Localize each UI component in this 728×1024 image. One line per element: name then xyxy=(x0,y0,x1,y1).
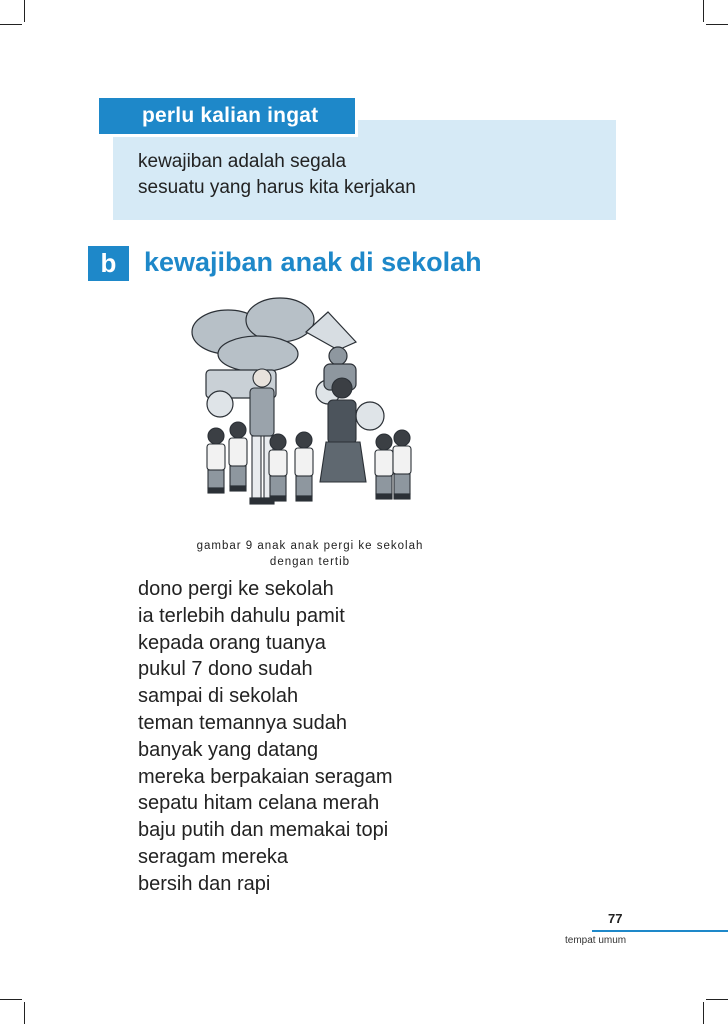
figure-caption xyxy=(160,538,460,570)
crop-mark-bottom-left-horizontal xyxy=(0,999,22,1000)
crop-mark-bottom-right-vertical xyxy=(703,1002,704,1024)
crop-mark-bottom-right-horizontal xyxy=(706,999,728,1000)
note-line: kewajiban adalah segala xyxy=(138,151,347,172)
footer-rule xyxy=(592,930,728,932)
crop-mark-top-right-vertical xyxy=(703,0,704,22)
body-line: baju putih dan memakai topi xyxy=(138,819,389,842)
body-line: kepada orang tuanya xyxy=(138,631,326,654)
crop-mark-top-right-horizontal xyxy=(706,24,728,25)
note-text xyxy=(138,149,416,201)
body-line: sampai di sekolah xyxy=(138,685,299,708)
school-children-illustration xyxy=(188,292,424,524)
body-line: bersih dan rapi xyxy=(138,872,271,895)
crop-mark-top-left-horizontal xyxy=(0,24,22,25)
crop-mark-top-left-vertical xyxy=(24,0,25,22)
section-letter-badge: b xyxy=(88,246,129,281)
body-line: teman temannya sudah xyxy=(138,711,348,734)
page-number: 77 xyxy=(608,911,623,926)
body-line: pukul 7 dono sudah xyxy=(138,658,313,681)
note-label: perlu kalian ingat xyxy=(142,104,319,127)
body-line: seragam mereka xyxy=(138,845,289,868)
section-title: kewajiban anak di sekolah xyxy=(144,247,482,277)
body-line: dono pergi ke sekolah xyxy=(138,578,334,600)
body-line: ia terlebih dahulu pamit xyxy=(138,604,345,627)
body-line: mereka berpakaian seragam xyxy=(138,765,393,788)
body-line: banyak yang datang xyxy=(138,738,319,761)
note-line: sesuatu yang harus kita kerjakan xyxy=(138,177,416,198)
footer-chapter-label: tempat umum xyxy=(565,935,627,946)
crop-mark-bottom-left-vertical xyxy=(24,1002,25,1024)
caption-line: dengan tertib xyxy=(269,556,351,568)
caption-line: gambar 9 anak anak pergi ke sekolah xyxy=(196,540,424,552)
body-line: sepatu hitam celana merah xyxy=(138,792,380,815)
body-text xyxy=(138,576,393,898)
